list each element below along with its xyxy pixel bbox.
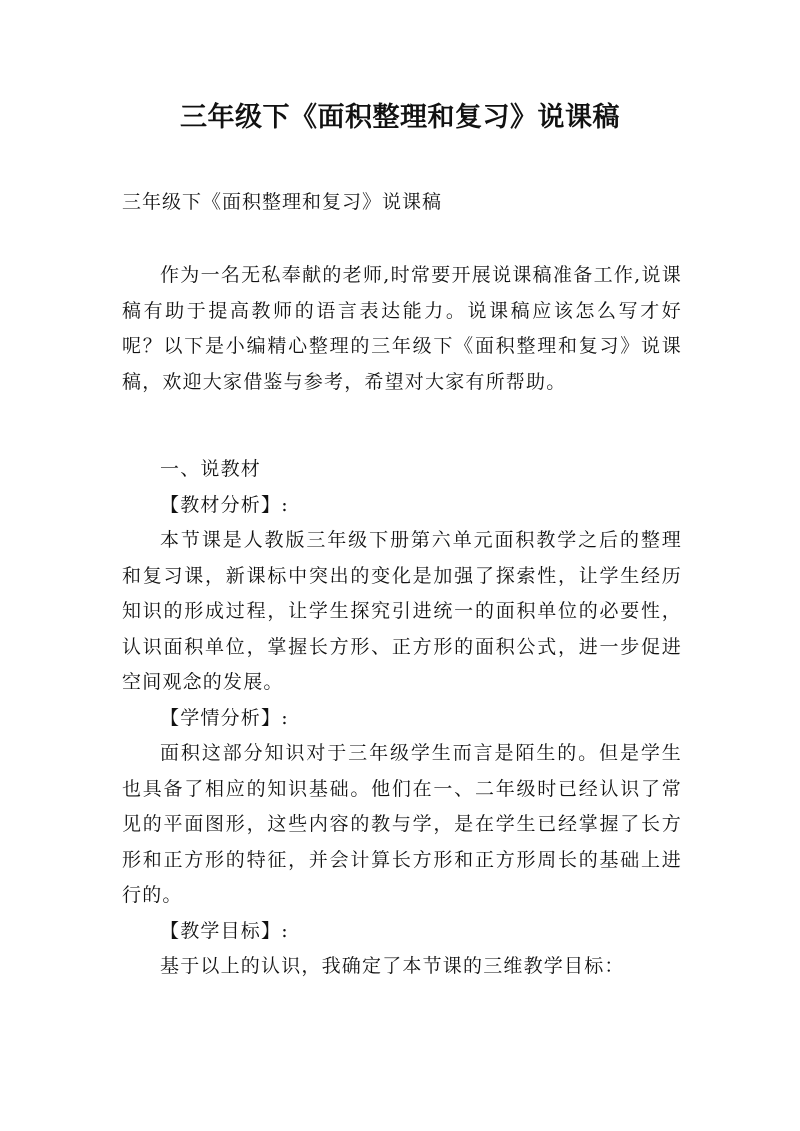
- teaching-goals-paragraph: 基于以上的认识，我确定了本节课的三维教学目标：: [160, 955, 625, 977]
- intro-block: [122, 258, 682, 400]
- content-block: [122, 452, 682, 985]
- intro-paragraph: 作为一名无私奉献的老师,时常要开展说课稿准备工作,说课稿有助于提高教师的语言表达能力。说课稿应该怎么写才好呢？以下是小编精心整理的三年级下《面积整理和复习》说课稿，欢迎大家借鉴与参考，希望对大家有所帮助。: [122, 264, 682, 393]
- learner-analysis-paragraph: 面积这部分知识对于三年级学生而言是陌生的。但是学生也具备了相应的知识基础。他们在一、二年级时已经认识了常见的平面图形，这些内容的教与学，是在学生已经掌握了长方形和正方形的特征，并会计算长方形和正方形周长的基础上进行的。: [122, 742, 682, 906]
- learner-analysis-label: 【学情分析】:: [160, 706, 289, 729]
- document-subtitle: 三年级下《面积整理和复习》说课稿: [122, 191, 443, 213]
- section-heading: 一、说教材: [160, 458, 262, 480]
- document-title: 三年级下《面积整理和复习》说课稿: [180, 102, 620, 133]
- teaching-goals-label: 【教学目标】:: [160, 919, 289, 942]
- textbook-analysis-label: 【教材分析】:: [160, 493, 289, 516]
- textbook-analysis-paragraph: 本节课是人教版三年级下册第六单元面积教学之后的整理和复习课，新课标中突出的变化是加强了探索性，让学生经历知识的形成过程，让学生探究引进统一的面积单位的必要性，认识面积单位，掌握长方形、正方形的面积公式，进一步促进空间观念的发展。: [122, 529, 682, 693]
